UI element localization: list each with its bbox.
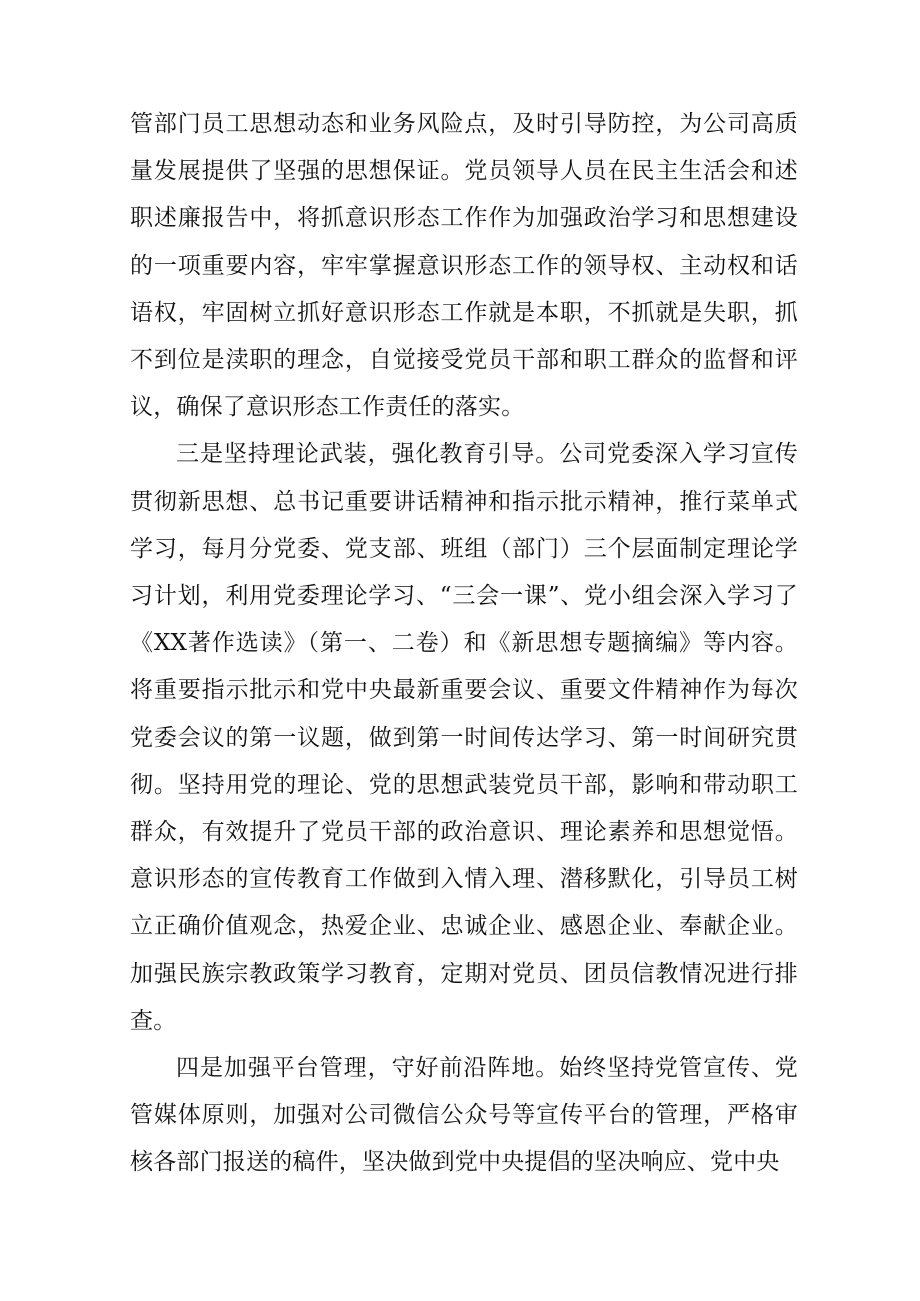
document-body [130, 101, 798, 1187]
paragraph-continuation: 管部门员工思想动态和业务风险点，及时引导防控，为公司高质量发展提供了坚强的思想保证。党员领导人员在民主生活会和述职述廉报告中，将抓意识形态工作作为加强政治学习和思想建设的一项重要内容，牢牢掌握意识形态工作的领导权、主动权和话语权，牢固树立抓好意识形态工作就是本职，不抓就是失职，抓不到位是渎职的理念，自觉接受党员干部和职工群众的监督和评议，确保了意识形态工作责任的落实。 [130, 111, 798, 421]
paragraph-theory-study: 三是坚持理论武装，强化教育引导。公司党委深入学习宣传贯彻新思想、总书记重要讲话精神和指示批示精神，推行菜单式学习，每月分党委、党支部、班组（部门）三个层面制定理论学习计划，利用党委理论学习、“三会一课”、党小组会深入学习了《XX著作选读》（第一、二卷）和《新思想专题摘编》等内容。将重要指示批示和党中央最新重要会议、重要文件精神作为每次党委会议的第一议题，做到第一时间传达学习、第一时间研究贯彻。坚持用党的理论、党的思想武装党员干部，影响和带动职工群众，有效提升了党员干部的政治意识、理论素养和思想觉悟。意识形态的宣传教育工作做到入情入理、潜移默化，引导员工树立正确价值观念，热爱企业、忠诚企业、感恩企业、奉献企业。加强民族宗教政策学习教育，定期对党员、团员信教情况进行排查。 [130, 441, 798, 1034]
paragraph-platform-management: 四是加强平台管理，守好前沿阵地。始终坚持党管宣传、党管媒体原则，加强对公司微信公众号等宣传平台的管理，严格审核各部门报送的稿件，坚决做到党中央提倡的坚决响应、党中央 [130, 1055, 798, 1176]
